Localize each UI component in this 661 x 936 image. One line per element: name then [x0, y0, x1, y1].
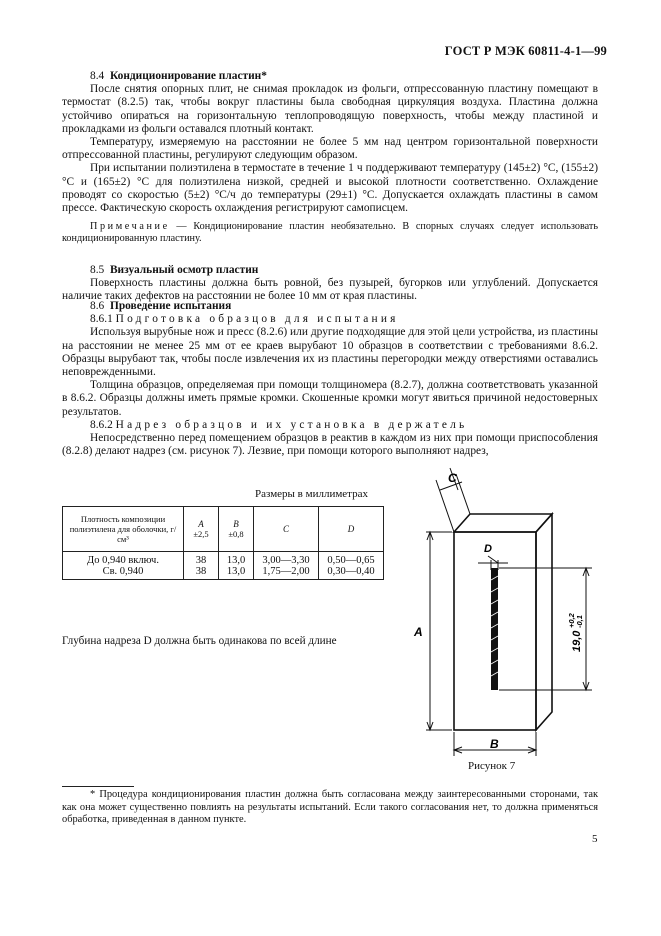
- cell-d: 0,50—0,65: [319, 552, 384, 567]
- col-c-header: C: [254, 507, 319, 552]
- table-units-label: Размеры в миллиметрах: [255, 488, 368, 500]
- cell-c: 3,00—3,30: [254, 552, 319, 567]
- section-8-6-2-title: Надрез образцов и их установка в держатель: [115, 418, 468, 431]
- section-8-4-heading: 8.4 Кондиционирование пластин*: [90, 70, 267, 82]
- section-8-5: [62, 264, 598, 304]
- note-text: — Кондиционирование пластин необязательно. В спорных случаях следует использовать кондиционированную пластину.: [62, 221, 598, 245]
- col-a-header: A ±2,5: [184, 507, 219, 552]
- cell-b: 13,0: [219, 552, 254, 567]
- table-row: [63, 566, 384, 580]
- label-depth-tol-up: +0,2: [567, 613, 576, 628]
- cell-density: Св. 0,940: [63, 566, 184, 580]
- figure-7-drawing: [400, 460, 600, 760]
- label-depth: 19,0: [571, 630, 583, 652]
- cell-a: 38: [184, 552, 219, 567]
- section-8-6-1-heading: 8.6.1 Подготовка образцов для испытания: [90, 313, 399, 326]
- section-8-6-1-p2: Толщина образцов, определяемая при помощи толщиномера (8.2.7), должна соответствовать указанной в 8.6.2. Образцы должны иметь прямые кромки. Скошенные кромки могут явиться причиной недостоверных результатов.: [62, 379, 598, 418]
- section-8-4: [62, 70, 598, 245]
- col-d-header: D: [319, 507, 384, 552]
- notch-depth-note: Глубина надреза D должна быть одинакова по всей длине: [62, 635, 337, 647]
- specimen-top-face: [454, 514, 552, 532]
- note-label: Примечание: [90, 221, 170, 233]
- section-8-5-title: Визуальный осмотр пластин: [109, 264, 259, 276]
- section-8-6-heading: 8.6 Проведение испытания: [90, 300, 232, 312]
- label-depth-group: [567, 612, 584, 652]
- label-a: A: [414, 625, 423, 639]
- section-8-4-p1: После снятия опорных плит, не снимая прокладок из фольги, отпрессованную пластину помещают в термостат (8.2.5) так, чтобы вокруг пластины была свободная циркуляция воздуха. Пластина должна устойчиво опираться на горизонтальную теплопроводящую поверхность, чтобы между пластиной и прокладками из фольги оставался плотный контакт.: [62, 83, 598, 135]
- section-8-5-heading: 8.5 Визуальный осмотр пластин: [90, 264, 259, 276]
- table-row: [63, 552, 384, 567]
- table-header-row: [63, 507, 384, 552]
- section-8-4-p2: Температуру, измеряемую на расстоянии не более 5 мм над центром горизонтальной поверхности отпрессованной пластины, регулируют следующим образом.: [62, 136, 598, 162]
- document-header: ГОСТ Р МЭК 60811-4-1—99: [444, 44, 607, 58]
- col-density-header: Плотность композиции полиэтилена для оболочки, г/см³: [63, 507, 184, 552]
- notch-mark: [491, 568, 498, 690]
- cell-b: 13,0: [219, 566, 254, 580]
- cell-a: 38: [184, 566, 219, 580]
- section-8-6-title: Проведение испытания: [109, 300, 232, 312]
- section-8-5-p1: Поверхность пластины должна быть ровной, без пузырей, бугорков или углублений. Допускается наличие таких дефектов на расстоянии не более 10 мм от края пластины.: [62, 277, 598, 303]
- page-number: 5: [592, 833, 598, 845]
- dimension-depth: [499, 568, 592, 690]
- section-8-6: [62, 300, 598, 458]
- section-8-6-1-title: Подготовка образцов для испытания: [115, 313, 399, 326]
- footnote-text: * Процедура кондиционирования пластин должна быть согласована между заинтересованными сторонами, так как она может существенно повлиять на результаты испытаний. Если такого согласования нет, то должна применяться обработка, приведенная в данном пункте.: [62, 789, 598, 825]
- dimensions-table: [62, 506, 384, 580]
- col-b-header: B ±0,8: [219, 507, 254, 552]
- cell-d: 0,30—0,40: [319, 566, 384, 580]
- specimen-side-face: [536, 514, 552, 730]
- section-8-6-2-p1: Непосредственно перед помещением образцов в реактив в каждом из них при помощи приспособления (8.2.8) делают надрез (см. рисунок 7). Лезвие, при помощи которого выполняют надрез,: [62, 432, 598, 458]
- label-c: C: [448, 471, 457, 485]
- footnote: [62, 789, 598, 827]
- label-d: D: [484, 543, 492, 555]
- section-8-6-2-heading: 8.6.2 Надрез образцов и их установка в держатель: [90, 418, 468, 431]
- section-8-4-note: [62, 221, 598, 245]
- dimension-a: [426, 532, 452, 730]
- label-depth-tol-down: -0,1: [575, 615, 584, 628]
- section-8-4-title: Кондиционирование пластин*: [109, 70, 267, 82]
- label-b: B: [490, 737, 499, 751]
- specimen-outline: [454, 514, 552, 730]
- footnote-separator: [62, 786, 134, 787]
- cell-c: 1,75—2,00: [254, 566, 319, 580]
- cell-density: До 0,940 включ.: [63, 552, 184, 567]
- section-8-4-p3: При испытании полиэтилена в термостате в течение 1 ч поддерживают температуру (145±2) °С, (155±2) °С и (165±2) °С для полиэтилена низкой, средней и высокой плотности соответственно. Охлаждение проводят со скоростью (5±2) °С/ч до температуры (29±1) °С. Допускается охлаждать пластины в самом прессе. Фактическую скорость охлаждения регистрируют самописцем.: [62, 162, 598, 215]
- section-8-6-1-p1: Используя вырубные нож и пресс (8.2.6) или другие подходящие для этой цели устройства, из пластины на расстоянии не менее 25 мм от ее краев вырубают 10 образцов в соответствии с требованиями 8.6.2. Образцы вырубают так, чтобы после извлечения их из пластины перегородки между отверстиями оставались неповрежденными.: [62, 326, 598, 379]
- figure-caption: Рисунок 7: [468, 760, 516, 772]
